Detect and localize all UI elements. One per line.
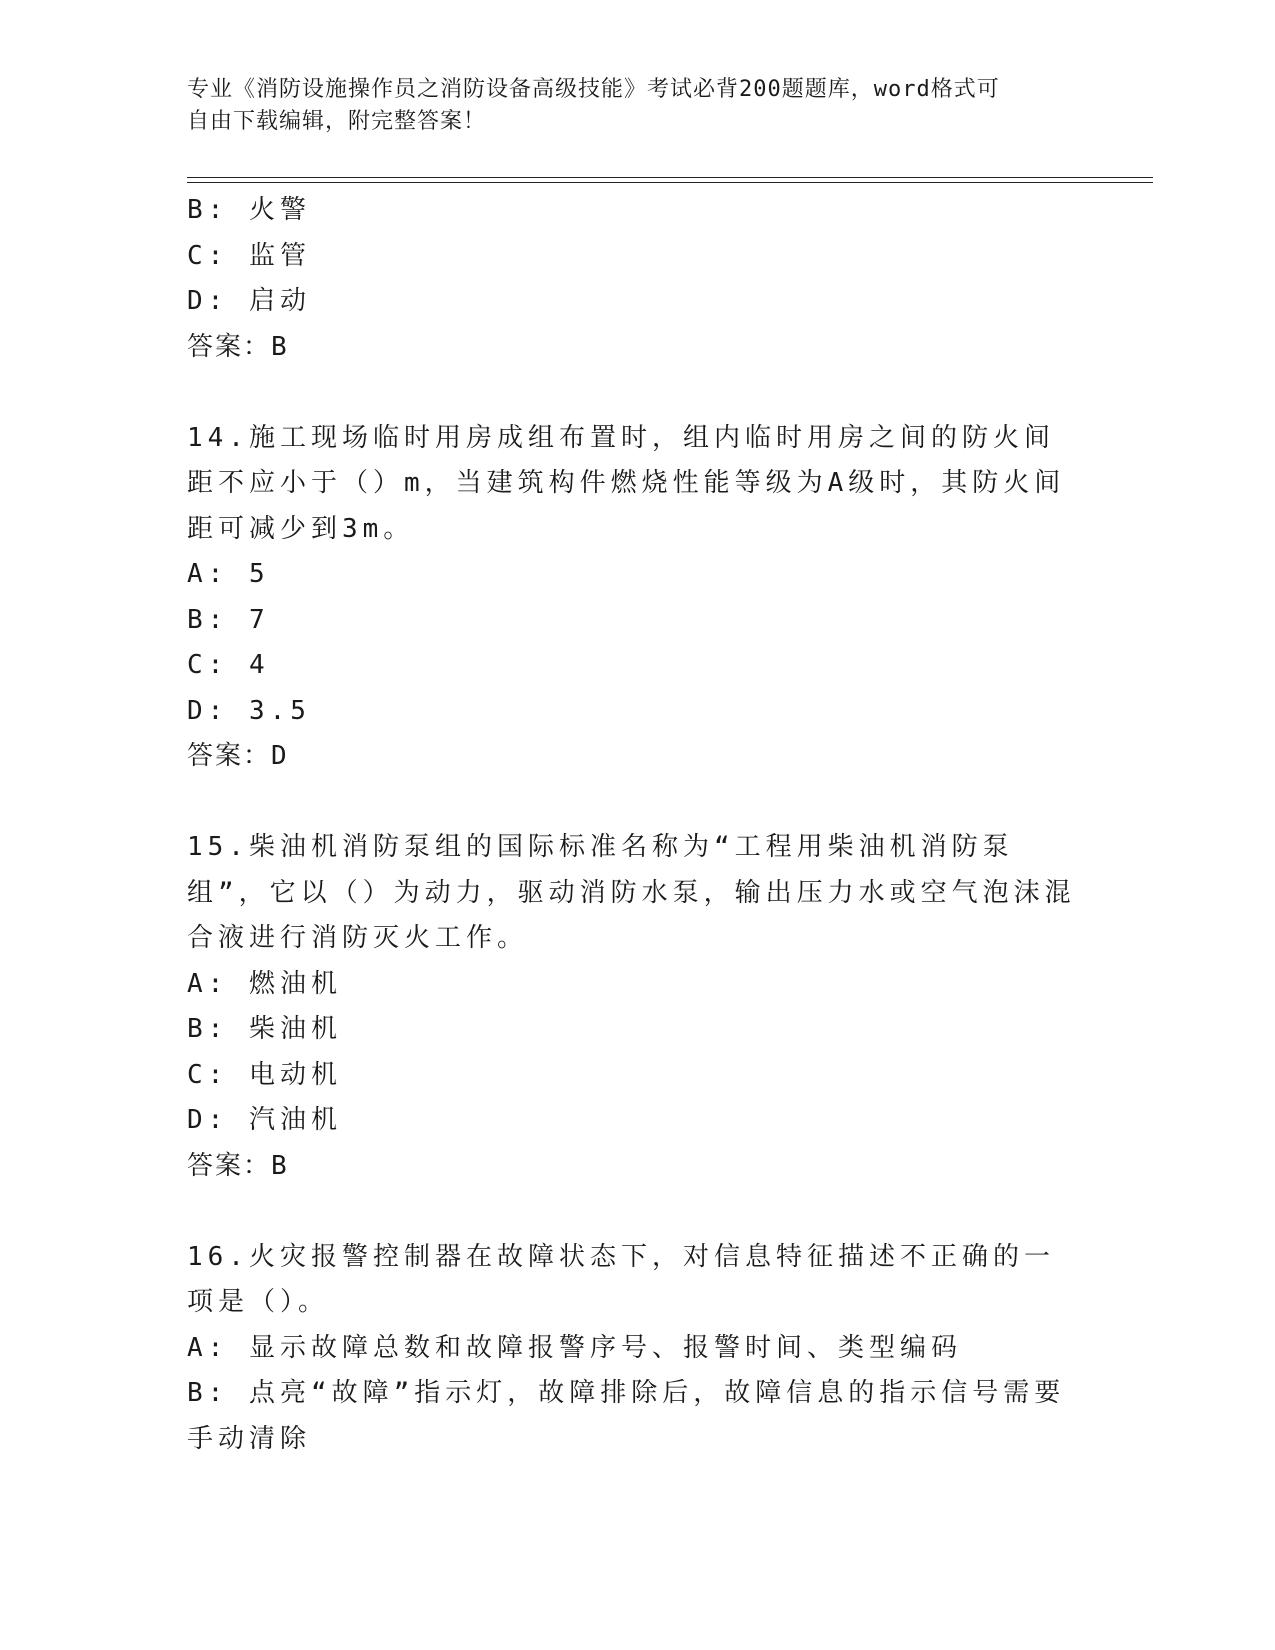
option-a: A: 燃油机 bbox=[187, 968, 342, 999]
question-text: 14.施工现场临时用房成组布置时，组内临时用房之间的防火间距不应小于（）m，当建筑构件燃烧性能等级为A级时，其防火间距可减少到3m。 bbox=[187, 422, 1066, 544]
option-d: D: 启动 bbox=[187, 286, 311, 316]
option-b: B: 火警 bbox=[187, 195, 311, 225]
question-text: 15.柴油机消防泵组的国际标准名称为“工程用柴油机消防泵组”，它以（）为动力，驱动消防水泵，输出压力水或空气泡沫混合液进行消防灭火工作。 bbox=[187, 832, 1076, 953]
option-b: B: 点亮“故障”指示灯，故障排除后，故障信息的指示信号需要手动清除 bbox=[187, 1378, 1066, 1454]
answer: 答案：D bbox=[187, 741, 289, 771]
document-header bbox=[187, 74, 1067, 138]
answer: 答案：B bbox=[187, 331, 289, 362]
option-c: C: 电动机 bbox=[187, 1059, 342, 1090]
header-rule-bottom bbox=[187, 182, 1153, 183]
option-d: D: 汽油机 bbox=[187, 1105, 342, 1135]
question-15 bbox=[187, 825, 1077, 1189]
question-14 bbox=[187, 416, 1077, 780]
header-rule-top bbox=[187, 177, 1153, 178]
question-text: 16.火灾报警控制器在故障状态下，对信息特征描述不正确的一项是（）。 bbox=[187, 1241, 1055, 1317]
option-a: A: 显示故障总数和故障报警序号、报警时间、类型编码 bbox=[187, 1332, 962, 1363]
option-b: B: 柴油机 bbox=[187, 1014, 342, 1044]
header-line-2: 自由下载编辑，附完整答案！ bbox=[187, 109, 487, 134]
option-b: B: 7 bbox=[187, 604, 270, 635]
option-d: D: 3.5 bbox=[187, 695, 311, 726]
option-a: A: 5 bbox=[187, 559, 270, 589]
answer: 答案：B bbox=[187, 1150, 289, 1181]
header-line-1: 专业《消防设施操作员之消防设备高级技能》考试必背200题题库，word格式可 bbox=[187, 77, 1000, 102]
question-13-tail bbox=[187, 188, 1077, 370]
question-16 bbox=[187, 1235, 1077, 1463]
option-c: C: 监管 bbox=[187, 240, 311, 271]
question-list bbox=[187, 188, 1077, 1462]
option-c: C: 4 bbox=[187, 650, 270, 680]
